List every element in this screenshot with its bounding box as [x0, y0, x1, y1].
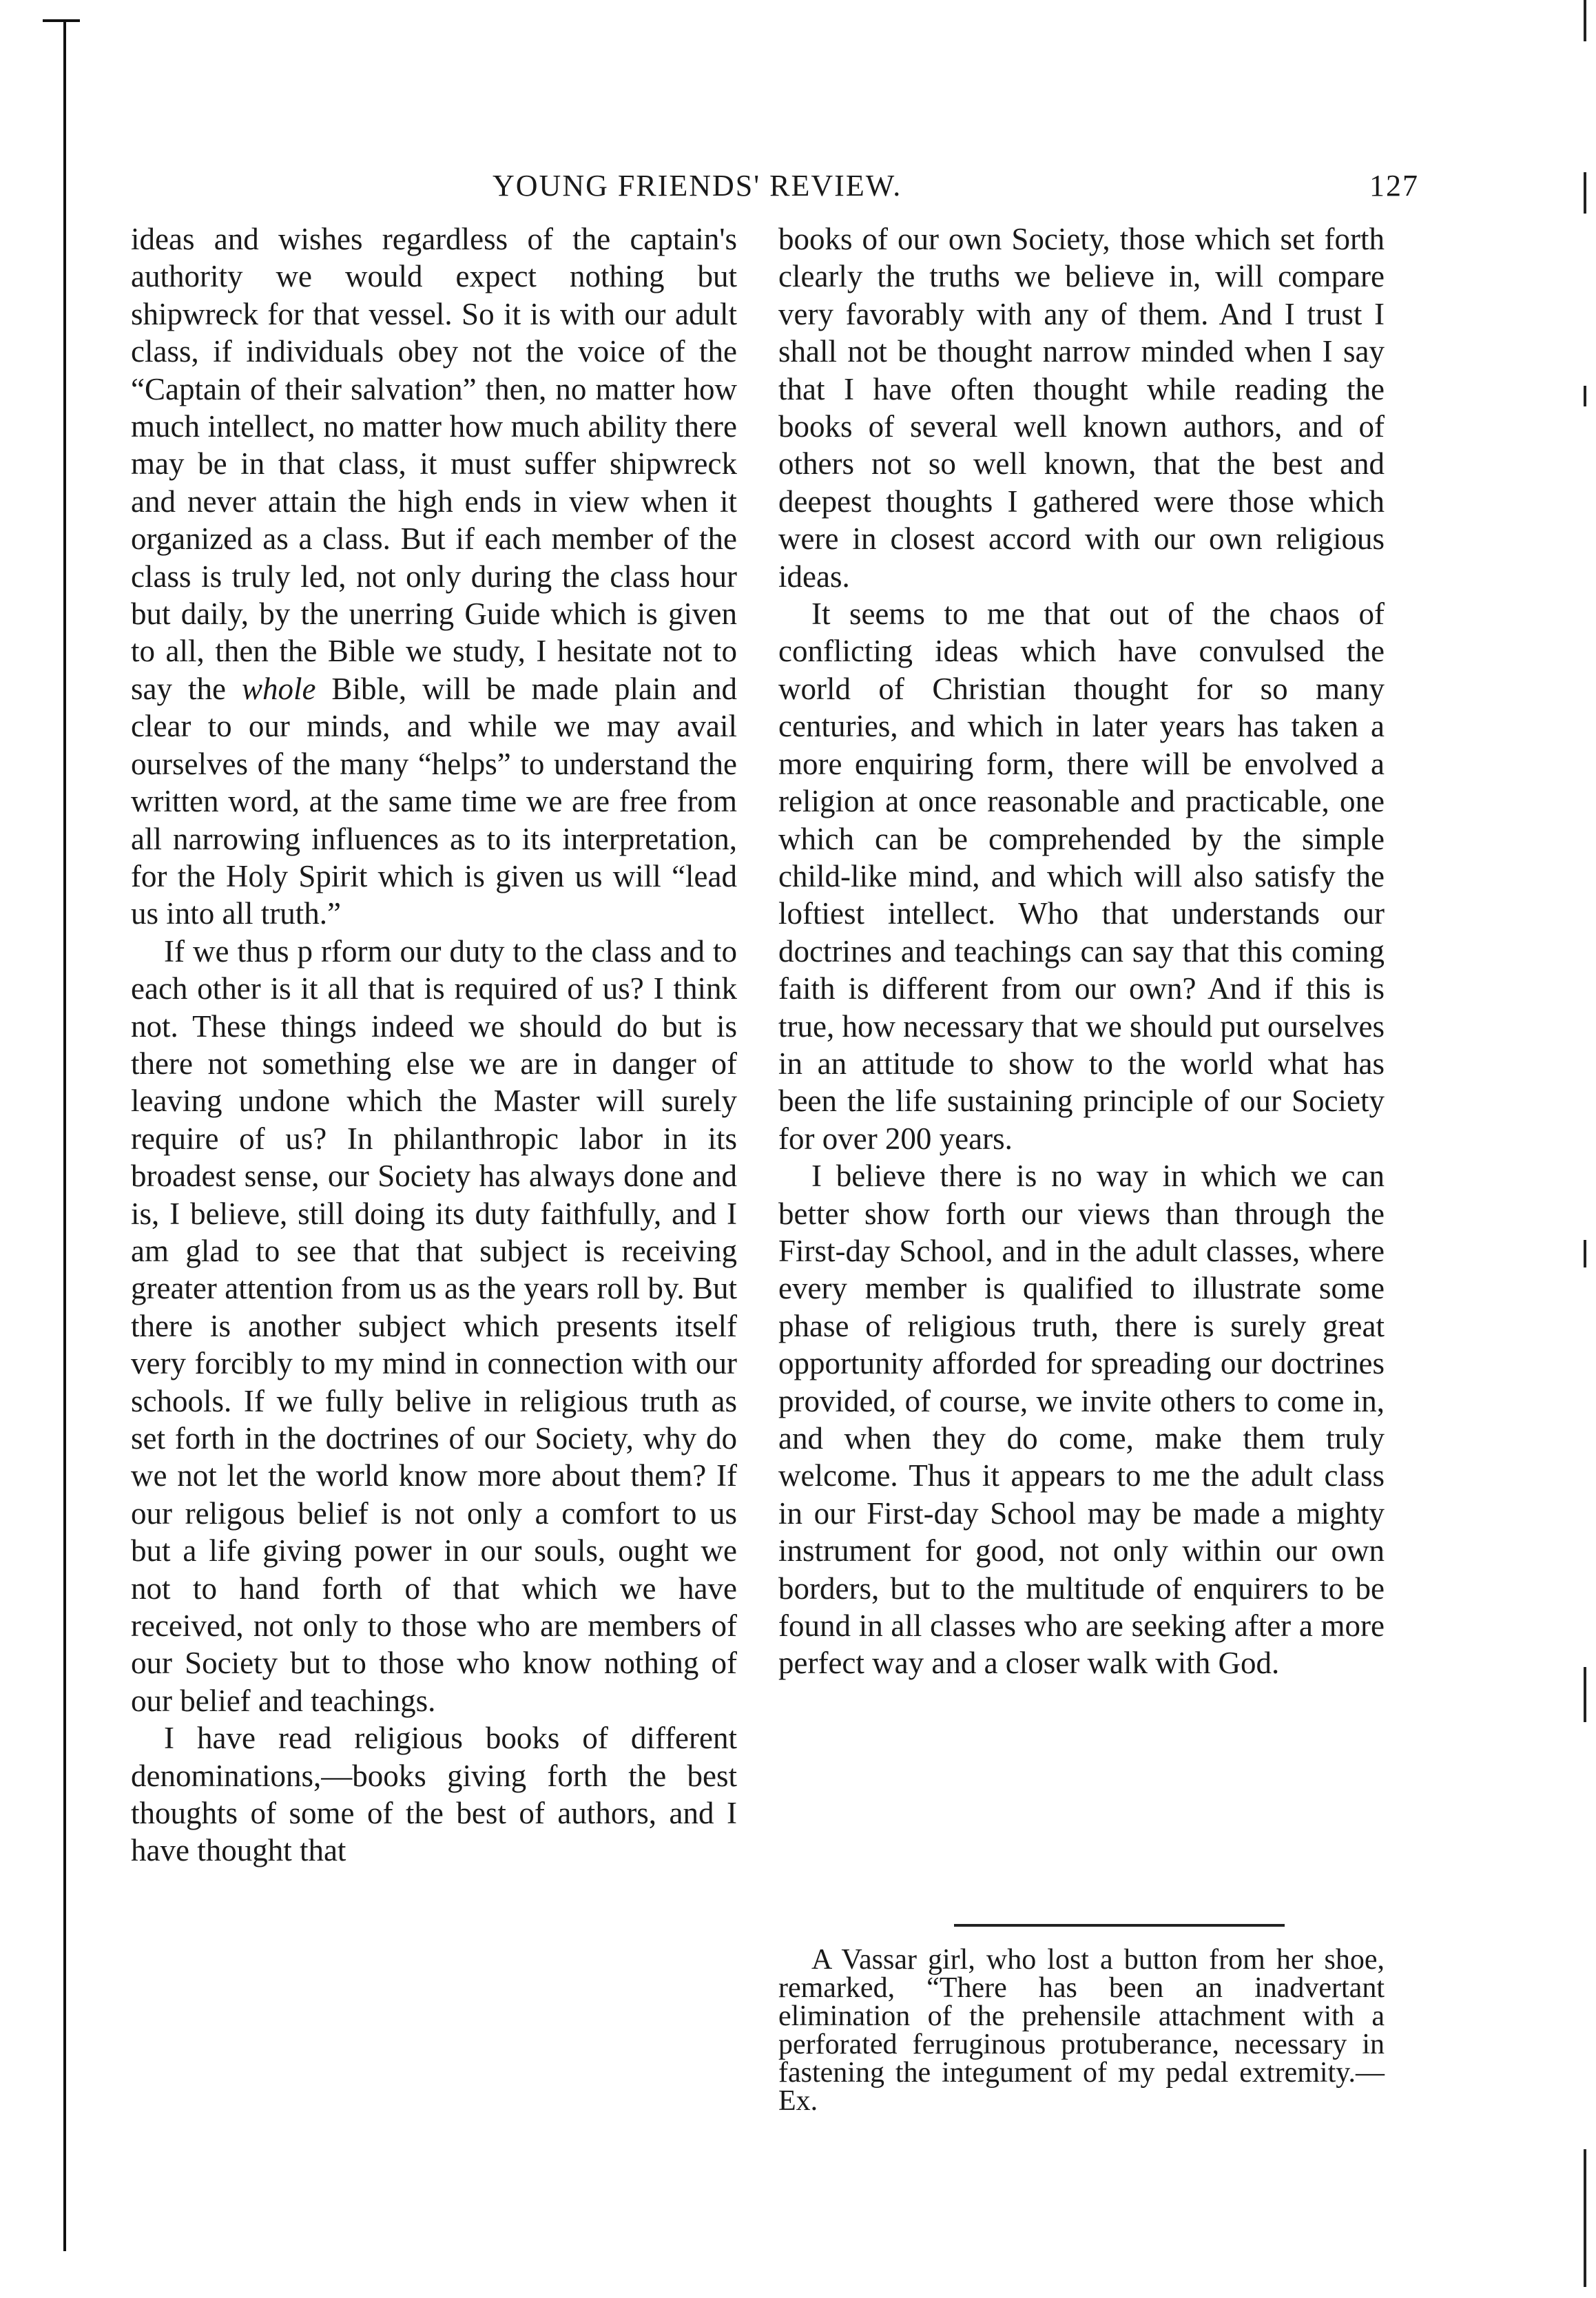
anecdote-text: A Vassar girl, who lost a button from her shoe, remarked, “There has been an inadvertant elimination of the prehensile attachment with a perforated ferruginous protuberance, necessary in fastening the integument of my pedal extremity.—Ex.: [778, 1944, 1385, 2117]
scan-edge-marks: [1573, 0, 1596, 2298]
right-column: [778, 220, 1385, 1682]
left-paragraph-3: I have read religious books of different denominations,—books giving forth the best thoughts of some of the best of authors, and I have thought that: [131, 1721, 737, 1868]
anecdote-item: [778, 1946, 1385, 2115]
right-paragraph-2: It seems to me that out of the chaos of conflicting ideas which have convulsed the world of Christian thought for so many centuries, and which in later years has taken a more enquiring form, there will be envolved a religion at once reasonable and practicable, one which can be comprehended by the simple child-like mind, and which will also satisfy the loftiest intellect. Who that understands our doctrines and teachings can say that this coming faith is different from our own? And if this is true, how necessary that we should put ourselves in an attitude to show to the world what has been the life sustaining principle of our Society for over 200 years.: [778, 597, 1385, 1156]
left-column: [131, 220, 737, 1870]
page-number: 127: [1369, 169, 1419, 203]
left-paragraph-1: ideas and wishes regardless of the captain's authority we would expect nothing but shipwreck for that vessel. So it is with our adult class, if individuals obey not the voice of the “Captain of their salvation” then, no matter how much intellect, no matter how much ability there may be in that class, it must suffer shipwreck and never attain the high ends in view when it organized as a class. But if each member of the class is truly led, not only during the class hour but daily, by the unerring Guide which is given to all, then the Bible we study, I hesitate not to say the whole Bible, will be made plain and clear to our minds, and while we may avail ourselves of the many “helps” to understand the written word, at the same time we are free from all narrowing influences as to its interpretation, for the Holy Spirit which is given us will “lead us into all truth.”: [131, 222, 737, 931]
running-title: YOUNG FRIENDS' REVIEW.: [493, 169, 902, 203]
scan-margin-rule-horizontal: [43, 19, 80, 22]
section-divider: [954, 1924, 1285, 1927]
emphasis-word: whole: [241, 671, 316, 706]
page-header: [131, 164, 1419, 208]
left-paragraph-2: If we thus p rform our duty to the class and to each other is it all that is required of us? I think not. These things indeed we should do but is there not something else we are in danger of leaving undone which the Master will surely require of us? In philanthropic labor in its broadest sense, our Society has always done and is, I believe, still doing its duty faithfully, and I am glad to see that that subject is receiving greater attention from us as the years roll by. But there is another subject which presents itself very forcibly to my mind in connection with our schools. If we fully belive in religious truth as set forth in the doctrines of our Society, why do we not let the world know more about them? If our religous belief is not only a comfort to us but a life giving power in our souls, ought we not to hand forth of that which we have received, not only to those who are members of our Society but to those who know nothing of our belief and teachings.: [131, 933, 737, 1718]
scan-margin-rule-vertical: [63, 19, 66, 2251]
right-paragraph-1: books of our own Society, those which set forth clearly the truths we believe in, will compare very favorably with any of them. And I trust I shall not be thought narrow minded when I say that I have often thought while reading the books of several well known authors, and of others not so well known, that the best and deepest thoughts I gathered were those which were in closest accord with our own religious ideas.: [778, 222, 1385, 594]
right-paragraph-3: I believe there is no way in which we can better show forth our views than through the First-day School, and in the adult classes, where every member is qualified to illustrate some phase of religious truth, there is surely great opportunity afforded for spreading our doctrines provided, of course, we invite others to come in, and when they do come, make them truly welcome. Thus it appears to me the adult class in our First-day School may be made a mighty instrument for good, not only within our own borders, but to the multitude of enquirers to be found in all classes who are seeking after a more perfect way and a closer walk with God.: [778, 1159, 1385, 1681]
